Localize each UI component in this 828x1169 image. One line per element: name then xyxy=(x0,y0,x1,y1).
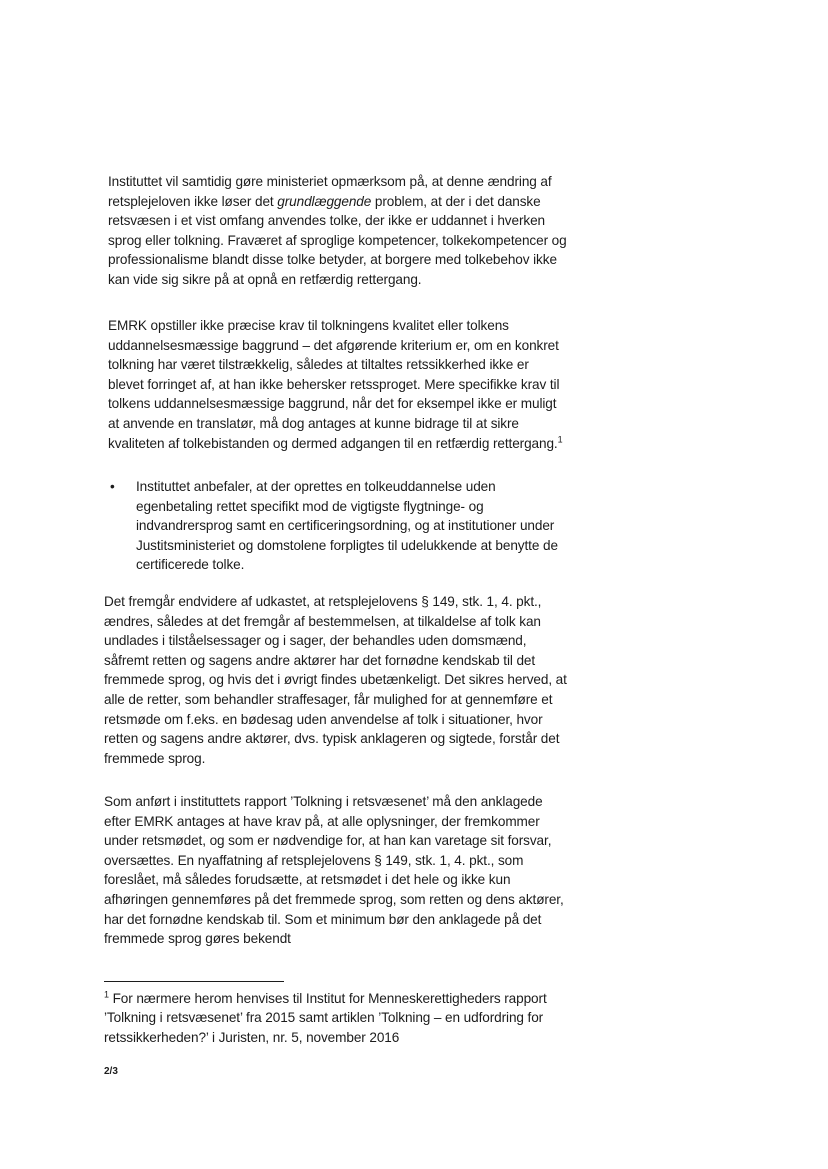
page-number: 2/3 xyxy=(104,1066,118,1077)
paragraph-4: Som anført i instituttets rapport ’Tolkning i retsvæsenet’ må den anklagede efter EMRK antages at have krav på, at alle oplysninger, der fremkommer under retsmødet, og som er nødvendige for, at han kan varetage sit forsvar, oversættes. En nyaffatning af retsplejelovens § 149, stk. 1, 4. pkt., som foreslået, må således forudsætte, at retsmødet i det hele og ikke kun afhøringen gennemføres på det fremmede sprog, som retten og dens aktører, har det fornødne kendskab til. Som et minimum bør den anklagede på det fremmede sprog gøres bekendt xyxy=(104,794,564,947)
paragraph-2 xyxy=(108,316,568,453)
recommendation-text: Instituttet anbefaler, at der oprettes en tolkeuddannelse uden egenbetaling rettet specifikt mod de vigtigste flygtninge- og indvandrersprog samt en certificeringsordning, og at institutioner under Justitsministeriet og domstolene forpligtes til udelukkende at benytte de certificerede tolke. xyxy=(136,479,558,573)
emphasis-grundlaeggende: grundlæggende xyxy=(277,193,372,209)
paragraph-2-text: EMRK opstiller ikke præcise krav til tolkningens kvalitet eller tolkens uddannelsesmæssige baggrund – det afgørende kriterium er, om en konkret tolkning har været tilstrækkelig, således at tiltaltes retssikkerhed ikke er blevet forringet af, at han ikke behersker retssproget. Mere specifikke krav til tolkens uddannelsesmæssige baggrund, når det for eksempel ikke er muligt at anvende en translatør, må dog antages at kunne bidrage til at sikre kvaliteten af tolkebistanden og dermed adgangen til en retfærdig rettergang. xyxy=(108,318,560,451)
footnote xyxy=(104,989,572,1047)
paragraph-3: Det fremgår endvidere af udkastet, at retsplejelovens § 149, stk. 1, 4. pkt., ændres, således at det fremgår af bestemmelsen, at tilkaldelse af tolk kan undlades i tilståelsessager og i sager, der behandles uden domsmænd, såfremt retten og sagens andre aktører har det fornødne kendskab til det fremmede sprog, og hvis det i øvrigt findes ubetænkeligt. Det sikres herved, at alle de retter, som behandler straffesager, får mulighed for at gennemføre et retsmøde om f.eks. en bødesag uden anvendelse af tolk i situationer, hvor retten og sagens andre aktører, dvs. typisk anklageren og sigtede, forstår det fremmede sprog. xyxy=(104,594,567,766)
paragraph-1-text-a: Instituttet vil samtidig gøre ministeriet opmærksom på, at denne ændring af retsplejeloven ikke løser det xyxy=(108,174,552,209)
footnote-reference[interactable]: 1 xyxy=(557,434,563,445)
footnote-separator xyxy=(104,981,284,982)
footnote-marker: 1 xyxy=(104,989,109,1000)
paragraph-1-text-b: problem, at der i det danske retsvæsen i et vist omfang anvendes tolke, der ikke er uddannet i hverken sprog eller tolkning. Fraværet af sproglige kompetencer, tolkekompetencer og professionalisme blandt disse tolke betyder, at borgere med tolkebehov ikke kan vide sig sikre på at opnå en retfærdig rettergang. xyxy=(108,193,567,287)
paragraph-1 xyxy=(108,172,568,290)
footnote-text: For nærmere herom henvises til Institut for Menneskerettigheders rapport ’Tolkning i retsvæsenet’ fra 2015 samt artiklen ’Tolkning – en udfordring for retssikkerheden?’ i Juristen, nr. 5, november 2016 xyxy=(104,991,547,1045)
bullet-icon: • xyxy=(110,479,115,494)
